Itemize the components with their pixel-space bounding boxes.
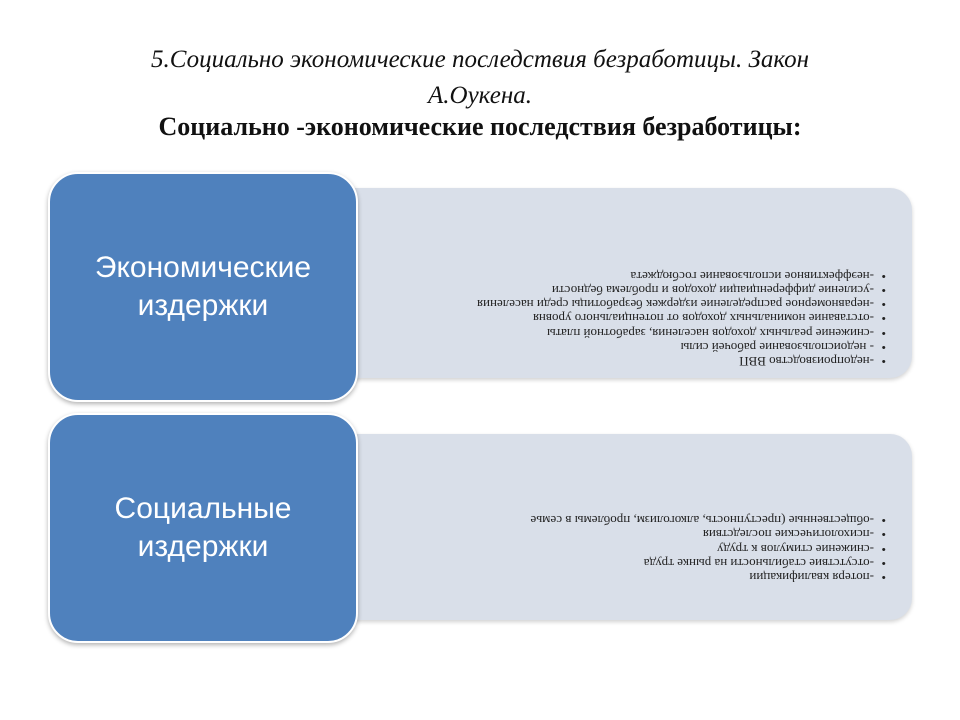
slide-title-line-2: А.Оукена. — [428, 82, 532, 109]
economic-costs-label — [95, 249, 311, 325]
list-item: • - недоиспользование рабочей силы — [364, 340, 886, 354]
list-item: • -психологические последствия — [364, 527, 886, 541]
economic-costs-panel-content — [330, 188, 912, 378]
list-item: • -неравномерное распределение издержек безработицы среди населения — [364, 297, 886, 311]
social-costs-label-line-2: издержки — [137, 530, 269, 563]
economic-costs-label-line-2: издержки — [137, 289, 269, 322]
list-item: • -недопроизводство ВВП — [364, 354, 886, 368]
social-costs-panel-content — [330, 434, 912, 620]
slide-title — [60, 42, 900, 114]
slide-title-line-1: 5.Социально экономические последствия безработицы. Закон — [151, 46, 809, 73]
social-costs-label — [115, 490, 292, 566]
social-costs-label-line-1: Социальные — [114, 492, 292, 525]
list-item: • -усиление дифференциации доходов и проблема бедности — [364, 283, 886, 297]
list-item: • -общественные (преступность, алкоголизм, проблемы в семье — [364, 513, 886, 527]
social-costs-box — [48, 413, 358, 643]
slide-subtitle: Социально -экономические последствия безработицы: — [158, 112, 802, 141]
economic-costs-list — [330, 269, 912, 378]
list-item: • -неэффективное использование госбюджета — [364, 269, 886, 283]
list-item: • -потеря квалификации — [364, 570, 886, 584]
economic-costs-panel — [330, 188, 912, 378]
list-item: • -отсутствие стабильности на рынке труда — [364, 556, 886, 570]
list-item: • -снижение стимулов к труду — [364, 541, 886, 555]
social-costs-panel — [330, 434, 912, 620]
social-costs-list — [330, 513, 912, 620]
list-item: • -снижение реальных доходов населения, заработной платы — [364, 325, 886, 339]
list-item: • -отставание номинальных доходов от потенциального уровня — [364, 311, 886, 325]
economic-costs-box — [48, 172, 358, 402]
economic-costs-label-line-1: Экономические — [94, 251, 312, 284]
